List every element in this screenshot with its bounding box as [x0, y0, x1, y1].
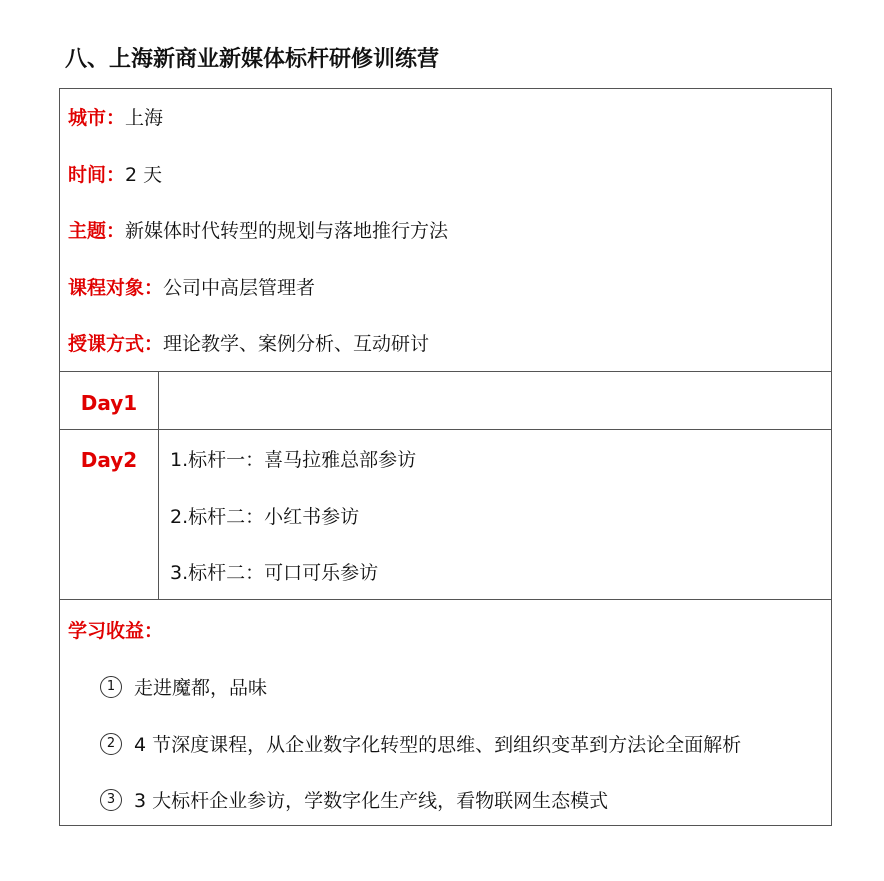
- info-value: 新媒体时代转型的规划与落地推行方法: [125, 220, 449, 242]
- benefit-item: [100, 733, 741, 757]
- table-divider: [60, 599, 831, 600]
- info-row-duration: [68, 163, 162, 187]
- benefit-item: [100, 676, 267, 700]
- info-label: 城市：: [68, 107, 126, 129]
- info-label: 授课方式：: [68, 333, 164, 355]
- benefit-text: 3 大标杆企业参访，学数字化生产线，看物联网生态模式: [134, 790, 609, 812]
- day2-item: 3.标杆二：可口可乐参访: [170, 562, 379, 584]
- day2-item: 1.标杆一：喜马拉雅总部参访: [170, 449, 417, 471]
- benefits-heading: [68, 619, 163, 643]
- info-row-method: [68, 332, 429, 356]
- page-title: 八、上海新商业新媒体标杆研修训练营: [65, 47, 440, 72]
- info-row-city: [68, 106, 163, 130]
- day2-label: Day2: [80, 448, 138, 472]
- info-label: 主题：: [68, 220, 126, 242]
- info-label: 课程对象：: [68, 277, 164, 299]
- benefits-heading-label: 学习收益：: [68, 620, 164, 642]
- circled-number-2: 2: [100, 733, 122, 755]
- info-row-audience: [68, 276, 315, 300]
- info-value: 公司中高层管理者: [163, 277, 316, 299]
- course-table: [59, 88, 832, 826]
- benefit-text: 走进魔都，品味: [134, 677, 268, 699]
- circled-number-3: 3: [100, 789, 122, 811]
- benefit-text: 4 节深度课程，从企业数字化转型的思维、到组织变革到方法论全面解析: [134, 734, 742, 756]
- circled-number-1: 1: [100, 676, 122, 698]
- info-value: 2 天: [125, 164, 163, 186]
- day1-label: Day1: [80, 391, 138, 415]
- day-column-divider: [158, 371, 159, 599]
- table-divider: [60, 371, 831, 372]
- benefit-item: [100, 789, 608, 813]
- info-label: 时间：: [68, 164, 126, 186]
- info-value: 理论教学、案例分析、互动研讨: [163, 333, 430, 355]
- info-value: 上海: [125, 107, 164, 129]
- table-divider: [60, 429, 831, 430]
- day2-item: 2.标杆二：小红书参访: [170, 506, 360, 528]
- info-row-theme: [68, 219, 448, 243]
